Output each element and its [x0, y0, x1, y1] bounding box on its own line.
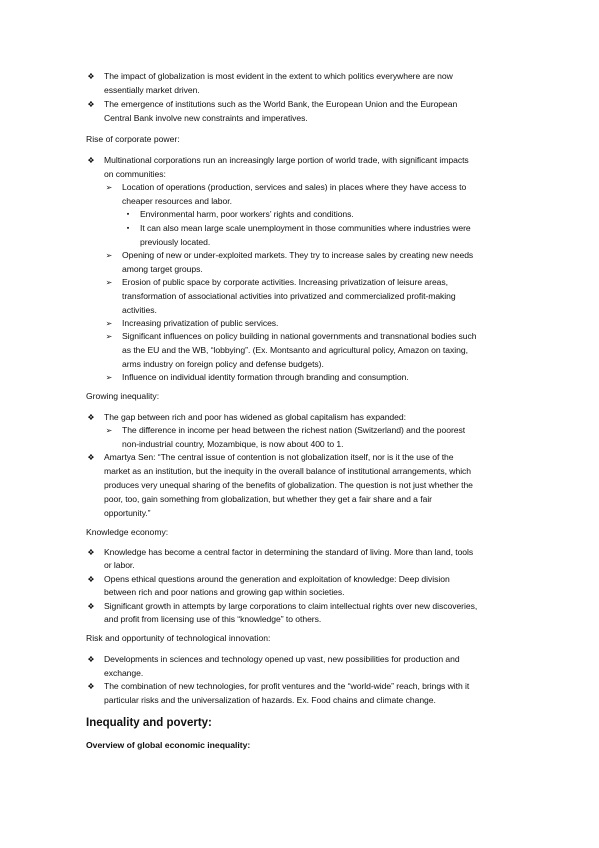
arrow-bullet-icon: ➢: [105, 332, 113, 341]
arrow-bullet-icon: ➢: [105, 319, 113, 328]
text-line: non-industrial country, Mozambique, is now about 400 to 1.: [122, 439, 344, 449]
text-line: It can also mean large scale unemployment in those communities where industries were: [140, 223, 471, 233]
diamond-bullet-icon: ❖: [87, 655, 95, 664]
section-heading: Rise of corporate power:: [86, 134, 180, 144]
section-heading: Knowledge economy:: [86, 527, 169, 537]
text-line: exchange.: [104, 668, 144, 678]
text-line: Increasing privatization of public services.: [122, 318, 279, 328]
diamond-bullet-icon: ❖: [87, 575, 95, 584]
text-line: essentially market driven.: [104, 85, 200, 95]
diamond-bullet-icon: ❖: [87, 548, 95, 557]
text-line: previously located.: [140, 237, 211, 247]
text-line: opportunity.”: [104, 508, 151, 518]
text-line: activities.: [122, 305, 157, 315]
text-line: The difference in income per head between the richest nation (Switzerland) and the poorest: [122, 425, 466, 435]
text-line: The impact of globalization is most evident in the extent to which politics everywhere are now: [104, 71, 453, 81]
diamond-bullet-icon: ❖: [87, 100, 95, 109]
text-line: market as an institution, but the inequity in the overall balance of institutional arrangements, which: [104, 466, 472, 476]
text-line: Location of operations (production, services and sales) in places where they have access to: [122, 182, 467, 192]
text-line: Amartya Sen: “The central issue of contention is not globalization itself, nor is it the use of the: [104, 452, 454, 462]
text-line: Erosion of public space by corporate activities. Increasing privatization of leisure areas,: [122, 277, 448, 287]
diamond-bullet-icon: ❖: [87, 453, 95, 462]
square-bullet-icon: ▪: [126, 225, 130, 232]
text-line: and profit from licensing use of this “knowledge” to others.: [104, 614, 322, 624]
text-line: or labor.: [104, 560, 135, 570]
text-line: transformation of associational activities into privatized and commercialized profit-making: [122, 291, 456, 301]
arrow-bullet-icon: ➢: [105, 426, 113, 435]
text-line: Significant growth in attempts by large corporations to claim intellectual rights over new discoveries,: [104, 601, 478, 611]
text-line: between rich and poor nations and growing gap within societies.: [104, 587, 345, 597]
text-line: Central Bank involve new constraints and imperatives.: [104, 113, 308, 123]
text-line: particular risks and the universalization of hazards. Ex. Food chains and climate change.: [104, 695, 436, 705]
arrow-bullet-icon: ➢: [105, 251, 113, 260]
text-line: among target groups.: [122, 264, 203, 274]
text-line: arms industry on foreign policy and defense budgets).: [122, 359, 324, 369]
text-line: The combination of new technologies, for profit ventures and the “world-wide” reach, brings with it: [104, 681, 470, 691]
diamond-bullet-icon: ❖: [87, 72, 95, 81]
subsection-heading: Overview of global economic inequality:: [86, 740, 251, 750]
text-line: on communities:: [104, 169, 166, 179]
section-title: Inequality and poverty:: [86, 717, 212, 729]
text-line: The emergence of institutions such as the World Bank, the European Union and the European: [104, 99, 458, 109]
arrow-bullet-icon: ➢: [105, 183, 113, 192]
diamond-bullet-icon: ❖: [87, 602, 95, 611]
text-line: Multinational corporations run an increasingly large portion of world trade, with significant impacts: [104, 155, 469, 165]
text-line: Influence on individual identity formation through branding and consumption.: [122, 372, 409, 382]
text-line: Environmental harm, poor workers’ rights and conditions.: [140, 209, 354, 219]
text-line: as the EU and the WB, “lobbying”. (Ex. Montsanto and agricultural policy, Amazon on taxing,: [122, 345, 468, 355]
section-heading: Risk and opportunity of technological innovation:: [86, 633, 271, 643]
text-line: Developments in sciences and technology opened up vast, new possibilities for production and: [104, 654, 460, 664]
section-heading: Growing inequality:: [86, 391, 160, 401]
diamond-bullet-icon: ❖: [87, 682, 95, 691]
arrow-bullet-icon: ➢: [105, 373, 113, 382]
text-line: produces very unequal sharing of the benefits of globalization. The question is not just whether the: [104, 480, 473, 490]
text-line: Significant influences on policy building in national governments and transnational bodies such: [122, 331, 477, 341]
diamond-bullet-icon: ❖: [87, 413, 95, 422]
text-line: The gap between rich and poor has widened as global capitalism has expanded:: [104, 412, 406, 422]
arrow-bullet-icon: ➢: [105, 278, 113, 287]
text-line: Opens ethical questions around the generation and exploitation of knowledge: Deep division: [104, 574, 450, 584]
diamond-bullet-icon: ❖: [87, 156, 95, 165]
text-line: Opening of new or under-exploited markets. They try to increase sales by creating new needs: [122, 250, 474, 260]
text-line: poor, too, gain something from globalization, but whether they get a fair share and a fair: [104, 494, 432, 504]
text-line: Knowledge has become a central factor in determining the standard of living. More than land, tools: [104, 547, 474, 557]
square-bullet-icon: ▪: [126, 211, 130, 218]
text-line: cheaper resources and labor.: [122, 196, 232, 206]
